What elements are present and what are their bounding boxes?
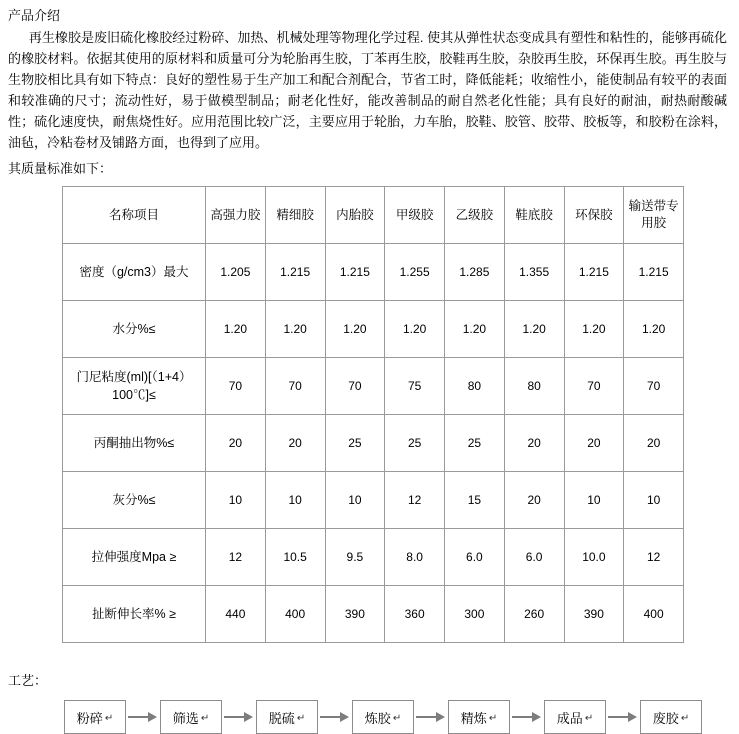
flow-arrow-icon <box>606 711 640 723</box>
column-header-7-label: 输送带专用胶 <box>628 199 679 230</box>
cell-5-3: 8.0 <box>385 529 445 586</box>
cell-3-1: 20 <box>265 415 325 472</box>
cell-4-0: 10 <box>206 472 266 529</box>
column-header-6 <box>564 187 624 244</box>
cell-6-4: 300 <box>445 586 505 643</box>
column-header-4-label: 乙级胶 <box>455 207 494 222</box>
column-header-1-label: 精细胶 <box>276 207 314 222</box>
cell-0-1: 1.215 <box>265 244 325 301</box>
flow-step-5-label: 成品 <box>556 710 583 726</box>
flow-arrow-icon <box>318 711 352 723</box>
table-row <box>63 244 684 301</box>
flow-step-0 <box>64 700 126 734</box>
cell-1-4: 1.20 <box>445 301 505 358</box>
standard-label: 其质量标准如下： <box>8 161 113 176</box>
cell-1-2: 1.20 <box>325 301 385 358</box>
row-label-3: 丙酮抽出物%≤ <box>63 415 206 472</box>
table-header-row <box>63 187 684 244</box>
column-header-3 <box>385 187 445 244</box>
cell-3-2: 25 <box>325 415 385 472</box>
flow-step-4 <box>448 700 510 734</box>
cell-1-5: 1.20 <box>504 301 564 358</box>
flow-step-1 <box>160 700 222 734</box>
cell-4-2: 10 <box>325 472 385 529</box>
section-title: 产品介绍 <box>8 8 61 23</box>
cell-3-7: 20 <box>624 415 684 472</box>
cell-6-5: 260 <box>504 586 564 643</box>
cell-5-1: 10.5 <box>265 529 325 586</box>
cell-2-6: 70 <box>564 358 624 415</box>
cell-1-1: 1.20 <box>265 301 325 358</box>
cell-4-4: 15 <box>445 472 505 529</box>
table-row <box>63 529 684 586</box>
flow-arrow-icon <box>510 711 544 723</box>
flow-step-5 <box>544 700 606 734</box>
column-header-5 <box>504 187 564 244</box>
row-label-4: 灰分%≤ <box>63 472 206 529</box>
flow-arrow-icon <box>126 711 160 723</box>
spec-table-body <box>63 244 684 643</box>
column-header-2-label: 内胎胶 <box>336 207 374 222</box>
cell-3-3: 25 <box>385 415 445 472</box>
cell-5-5: 6.0 <box>504 529 564 586</box>
cell-1-6: 1.20 <box>564 301 624 358</box>
cell-3-4: 25 <box>445 415 505 472</box>
cell-3-6: 20 <box>564 415 624 472</box>
cell-2-4: 80 <box>445 358 505 415</box>
flow-step-6 <box>640 700 702 734</box>
spec-table-head <box>63 187 684 244</box>
cell-2-3: 75 <box>385 358 445 415</box>
cell-6-3: 360 <box>385 586 445 643</box>
cell-1-0: 1.20 <box>206 301 266 358</box>
cell-1-7: 1.20 <box>624 301 684 358</box>
return-mark-icon: ↵ <box>296 712 306 724</box>
cell-6-2: 390 <box>325 586 385 643</box>
cell-4-7: 10 <box>624 472 684 529</box>
return-mark-icon: ↵ <box>200 712 210 724</box>
row-label-6: 扯断伸长率% ≥ <box>63 586 206 643</box>
cell-6-7: 400 <box>624 586 684 643</box>
cell-0-2: 1.215 <box>325 244 385 301</box>
row-label-5: 拉伸强度Mpa ≥ <box>63 529 206 586</box>
process-flow-diagram <box>64 700 731 734</box>
flow-arrow-icon <box>414 711 448 723</box>
table-corner-header: 名称项目 <box>63 187 206 244</box>
flow-step-0-label: 粉碎 <box>76 710 103 726</box>
cell-5-0: 12 <box>206 529 266 586</box>
row-label-2: 门尼粘度(ml)[（1+4）100℃]≤ <box>63 358 206 415</box>
cell-2-7: 70 <box>624 358 684 415</box>
cell-5-6: 10.0 <box>564 529 624 586</box>
return-mark-icon: ↵ <box>104 712 114 724</box>
row-label-0: 密度（g/cm3）最大 <box>63 244 206 301</box>
column-header-0-label: 高强力胶 <box>210 207 261 222</box>
table-row <box>63 301 684 358</box>
cell-0-0: 1.205 <box>206 244 266 301</box>
cell-6-1: 400 <box>265 586 325 643</box>
flow-step-4-label: 精炼 <box>460 710 487 726</box>
flow-step-6-label: 废胶 <box>652 710 679 726</box>
cell-5-4: 6.0 <box>445 529 505 586</box>
cell-0-7: 1.215 <box>624 244 684 301</box>
table-row <box>63 472 684 529</box>
cell-4-6: 10 <box>564 472 624 529</box>
table-row <box>63 358 684 415</box>
flow-step-2-label: 脱硫 <box>268 710 295 726</box>
table-row <box>63 586 684 643</box>
process-label: 工艺： <box>8 673 48 688</box>
cell-4-3: 12 <box>385 472 445 529</box>
flow-step-3 <box>352 700 414 734</box>
flow-step-2 <box>256 700 318 734</box>
cell-5-7: 12 <box>624 529 684 586</box>
cell-6-0: 440 <box>206 586 266 643</box>
cell-0-3: 1.255 <box>385 244 445 301</box>
column-header-5-label: 鞋底胶 <box>515 207 553 222</box>
column-header-7 <box>624 187 684 244</box>
cell-3-0: 20 <box>206 415 266 472</box>
row-label-1: 水分%≤ <box>63 301 206 358</box>
return-mark-icon: ↵ <box>680 712 690 724</box>
flow-step-1-label: 筛选 <box>172 710 199 726</box>
column-header-4 <box>445 187 505 244</box>
cell-3-5: 20 <box>504 415 564 472</box>
spec-table <box>62 186 684 643</box>
column-header-3-label: 甲级胶 <box>395 207 434 222</box>
return-mark-icon: ↵ <box>584 712 594 724</box>
cell-2-1: 70 <box>265 358 325 415</box>
flow-arrow-icon <box>222 711 256 723</box>
cell-0-6: 1.215 <box>564 244 624 301</box>
cell-0-4: 1.285 <box>445 244 505 301</box>
return-mark-icon: ↵ <box>488 712 498 724</box>
column-header-1 <box>265 187 325 244</box>
cell-2-2: 70 <box>325 358 385 415</box>
cell-2-5: 80 <box>504 358 564 415</box>
cell-5-2: 9.5 <box>325 529 385 586</box>
cell-1-3: 1.20 <box>385 301 445 358</box>
cell-4-5: 20 <box>504 472 564 529</box>
cell-6-6: 390 <box>564 586 624 643</box>
return-mark-icon: ↵ <box>392 712 402 724</box>
flow-step-3-label: 炼胶 <box>364 710 391 726</box>
column-header-6-label: 环保胶 <box>575 207 613 222</box>
intro-text: 再生橡胶是废旧硫化橡胶经过粉碎、加热、机械处理等物理化学过程. 使其从弹性状态变成具有塑性和粘性的，能够再硫化的橡胶材料。依据其使用的原材料和质量可分为轮胎再生胶，丁苯再生胶，胶鞋再生胶，杂胶再生胶，环保再生胶。再生胶与生物胶相比具有如下特点：良好的塑性易于生产加工和配合剂配合，节省工时，降低能耗；收缩性小，能使制品有较平的表面和较准确的尺寸；流动性好，易于做模型制品；耐老化性好，能改善制品的耐自然老化性能；具有良好的耐油，耐热耐酸碱性；硫化速度快，耐焦烧性好。应用范围比较广泛，主要应用于轮胎，力车胎，胶鞋、胶管、胶带、胶板等，和胶粉在涂料，油毡，冷粘卷材及铺路方面，也得到了应用。 <box>8 30 727 150</box>
column-header-0 <box>206 187 266 244</box>
intro-paragraph <box>8 27 731 153</box>
cell-2-0: 70 <box>206 358 266 415</box>
cell-4-1: 10 <box>265 472 325 529</box>
cell-0-5: 1.355 <box>504 244 564 301</box>
table-row <box>63 415 684 472</box>
column-header-2 <box>325 187 385 244</box>
